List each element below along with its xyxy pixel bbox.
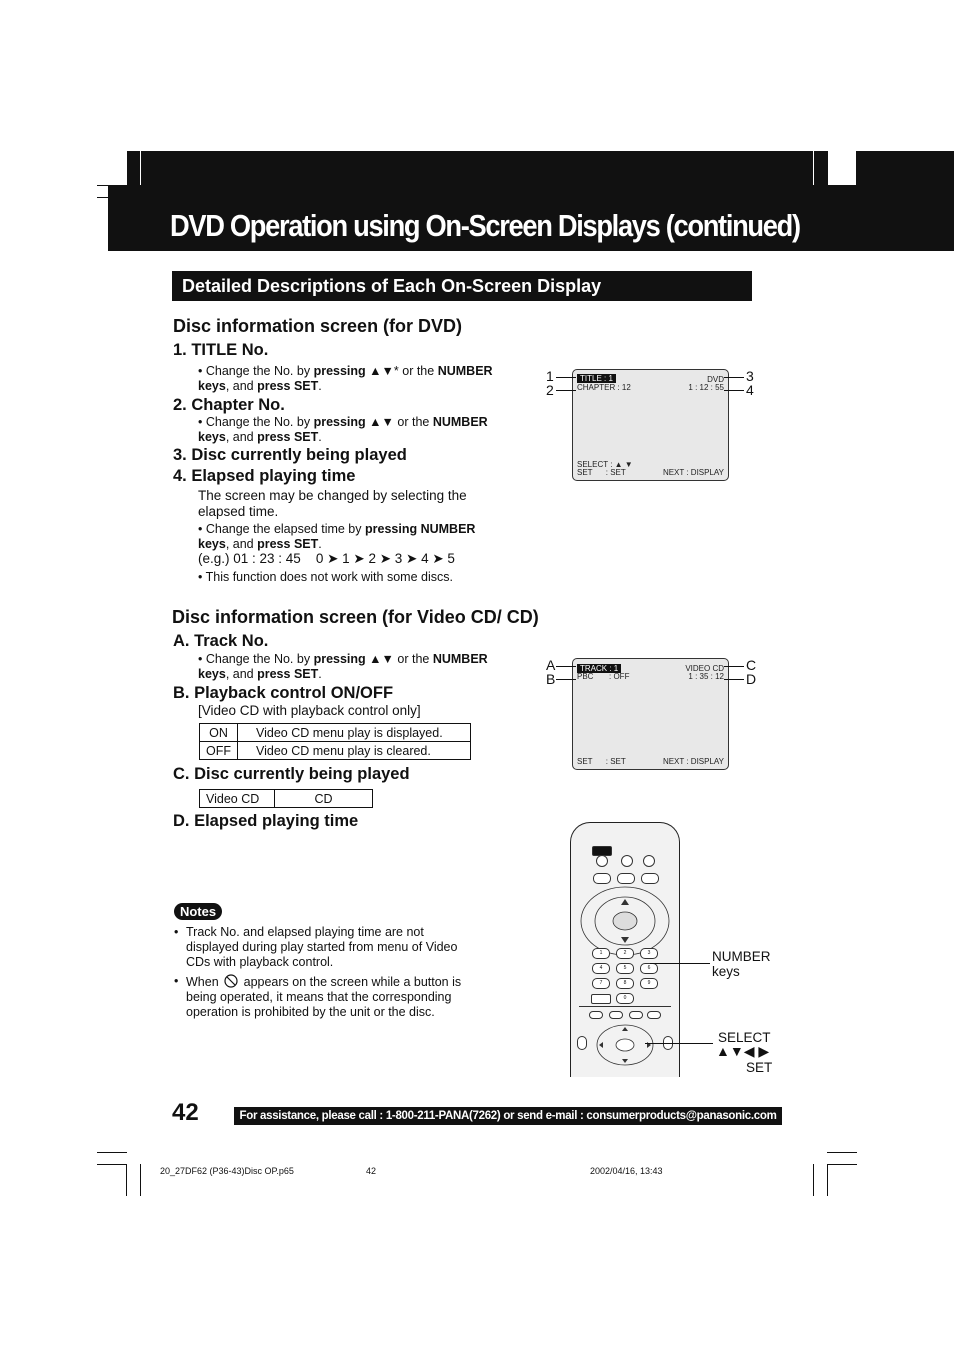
- vcr-button: [593, 873, 611, 884]
- item-disc-played: 3. Disc currently being played: [173, 446, 407, 464]
- small-button: [629, 1011, 643, 1019]
- disc-type-table: [199, 789, 373, 808]
- notes-list: [174, 925, 478, 1024]
- page-title: DVD Operation using On-Screen Displays (continued): [170, 208, 800, 243]
- key-8: 8: [616, 978, 634, 989]
- leader-line: [724, 377, 744, 378]
- playback-control-note: [Video CD with playback control only]: [198, 703, 421, 718]
- remote-control-illustration: [570, 822, 680, 1077]
- pbc-table: [199, 723, 471, 760]
- crop-mark: [813, 1164, 814, 1196]
- key-3: 3: [640, 948, 658, 959]
- set-label: SET: [746, 1060, 773, 1075]
- dial-icon: [579, 885, 671, 957]
- vcd-info-screen: [572, 658, 729, 770]
- screen-title-field: TITLE : 1: [577, 374, 616, 383]
- list-item: • When appears on the screen while a button is being operated, it means that the corresponding operation is prohibited by the unit or the disc.: [174, 974, 462, 1019]
- tv-button: [641, 873, 659, 884]
- crop-mark: [97, 1152, 127, 1153]
- elapsed-time-desc: • Change the elapsed time by pressing NUMBER keys, and press SET.: [198, 522, 476, 551]
- leader-line: [724, 390, 744, 391]
- notes-label: Notes: [174, 903, 222, 920]
- item-track-no-desc: • Change the No. by pressing ▲▼ or the NUMBER keys, and press SET.: [198, 652, 488, 681]
- leader-line: [556, 679, 576, 680]
- light-icon: [643, 855, 655, 867]
- item-track-no: A. Track No.: [173, 632, 269, 650]
- crop-mark: [827, 185, 857, 186]
- leader-line: [650, 963, 710, 964]
- screen-track-field: TRACK : 1: [577, 664, 621, 673]
- screen-disc-field: VIDEO CD: [685, 664, 724, 673]
- up-down-icon: ▲ ▼: [614, 460, 633, 469]
- item-chapter-no-desc: • Change the No. by pressing ▲▼ or the NUMBER keys, and press SET.: [198, 415, 488, 444]
- leader-line: [645, 1043, 713, 1044]
- table-row: OFF Video CD menu play is cleared.: [200, 742, 471, 760]
- screen-set-label: SET : SET: [577, 468, 626, 477]
- prohibited-icon: [224, 974, 238, 988]
- screen-set-label: SET : SET: [577, 757, 626, 766]
- small-button: [589, 1011, 603, 1019]
- screen-pbc-field: PBC : OFF: [577, 672, 630, 681]
- callout-1: 1: [546, 368, 554, 384]
- crop-mark: [827, 155, 828, 185]
- assistance-bar: For assistance, please call : 1-800-211-PANA(7262) or send e-mail : consumerproducts@panasonic.com: [234, 1107, 782, 1125]
- callout-c: C: [746, 657, 757, 673]
- leader-line: [724, 679, 744, 680]
- item-title-no-desc: • Change the No. by pressing ▲▼* or the NUMBER keys, and press SET.: [198, 364, 493, 393]
- key-2: 2: [616, 948, 634, 959]
- file-name: 20_27DF62 (P36-43)Disc OP.p65: [160, 1166, 294, 1176]
- key-9: 9: [640, 978, 658, 989]
- section-title: Detailed Descriptions of Each On-Screen Display: [182, 276, 602, 296]
- item-elapsed-time: 4. Elapsed playing time: [173, 467, 356, 485]
- elapsed-time-limit: • This function does not work with some discs.: [198, 570, 453, 584]
- crop-mark: [140, 151, 141, 185]
- small-button: [647, 1011, 661, 1019]
- callout-3: 3: [746, 368, 754, 384]
- key-0: 0: [616, 993, 634, 1004]
- arrows-icon: ▲▼◀ ▶: [716, 1043, 770, 1059]
- number-keys-label: NUMBER keys: [712, 949, 771, 979]
- leader-line: [724, 666, 744, 667]
- dvd-heading: Disc information screen (for DVD): [173, 316, 463, 336]
- title-bar-notch: [828, 151, 856, 185]
- item-title-no: 1. TITLE No.: [173, 341, 269, 359]
- key-4: 4: [592, 963, 610, 974]
- callout-d: D: [746, 671, 757, 687]
- key-7: 7: [592, 978, 610, 989]
- crop-mark: [140, 1164, 141, 1196]
- vcd-heading: Disc information screen (for Video CD/ CD): [172, 607, 539, 627]
- callout-b: B: [546, 671, 556, 687]
- item-disc-played-vcd: C. Disc currently being played: [173, 765, 410, 783]
- callout-a: A: [546, 657, 556, 673]
- screen-select-label: SELECT : ▲ ▼: [577, 460, 633, 469]
- screen-next-label: NEXT : DISPLAY: [662, 468, 724, 477]
- screen-disc-field: DVD: [707, 375, 724, 384]
- leader-line: [556, 390, 576, 391]
- eject-icon: [621, 855, 633, 867]
- print-date: 2002/04/16, 13:43: [590, 1166, 663, 1176]
- leader-line: [556, 377, 576, 378]
- item-elapsed-time-vcd: D. Elapsed playing time: [173, 812, 359, 830]
- crop-mark: [827, 1164, 828, 1196]
- title-bar-notch: [108, 151, 127, 185]
- elapsed-time-para: The screen may be changed by selecting the elapsed time.: [198, 488, 467, 519]
- page-number: 42: [172, 1099, 199, 1126]
- crop-mark: [813, 151, 814, 185]
- crop-mark: [827, 1152, 857, 1153]
- table-row: Video CD CD: [200, 790, 373, 808]
- dvd-info-screen: [572, 369, 729, 481]
- screen-next-label: NEXT : DISPLAY: [662, 757, 724, 766]
- crop-mark: [126, 1164, 127, 1196]
- add-button: [591, 994, 611, 1004]
- crop-mark: [97, 1164, 127, 1165]
- key-5: 5: [616, 963, 634, 974]
- crop-mark: [827, 1164, 857, 1165]
- table-row: ON Video CD menu play is displayed.: [200, 724, 471, 742]
- power-round-icon: [596, 855, 608, 867]
- list-item: • Track No. and elapsed playing time are not displayed during play started from menu of Video CDs with playback control.: [174, 925, 458, 969]
- sheet-number: 42: [366, 1166, 377, 1176]
- screen-time-field: 1 : 12 : 55: [688, 383, 724, 392]
- item-chapter-no: 2. Chapter No.: [173, 396, 285, 414]
- elapsed-time-example: (e.g.) 01 : 23 : 45 0 ➤ 1 ➤ 2 ➤ 3 ➤ 4 ➤ 5: [198, 551, 455, 566]
- screen-time-field: 1 : 35 : 12: [688, 672, 724, 681]
- dvd-button: [617, 873, 635, 884]
- leader-line: [556, 666, 576, 667]
- small-button: [609, 1011, 623, 1019]
- item-playback-control: B. Playback control ON/OFF: [173, 684, 394, 702]
- action-button: [577, 1036, 587, 1050]
- key-1: 1: [592, 948, 610, 959]
- callout-2: 2: [546, 382, 554, 398]
- key-6: 6: [640, 963, 658, 974]
- select-label: SELECT: [718, 1030, 771, 1045]
- arrow-pad-icon: [595, 1023, 655, 1067]
- divider: [579, 1006, 671, 1007]
- callout-4: 4: [746, 382, 754, 398]
- screen-chapter-field: CHAPTER : 12: [577, 383, 631, 392]
